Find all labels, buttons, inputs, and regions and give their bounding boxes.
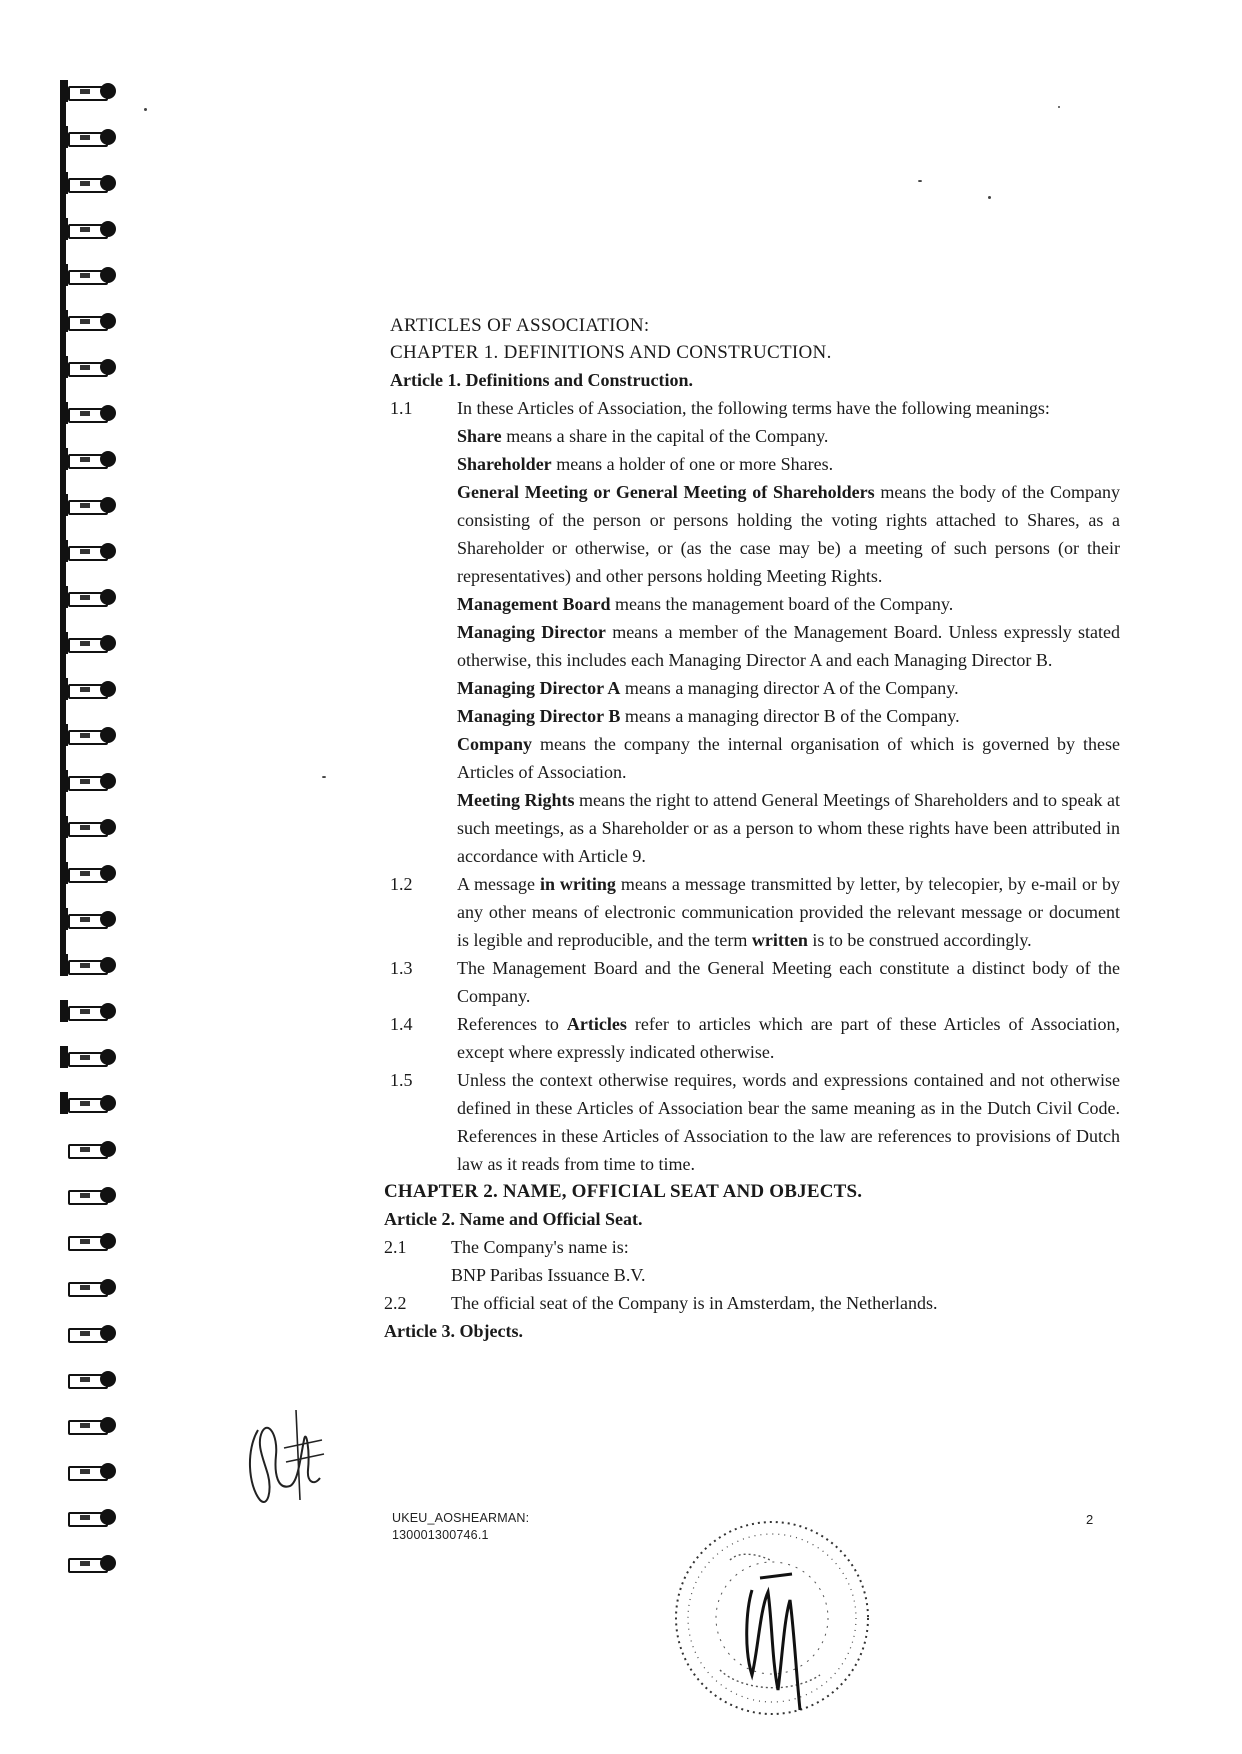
- clause-number: 1.3: [390, 958, 413, 978]
- clause-1-4-text: [457, 1010, 1120, 1066]
- clause-1-5: [390, 1066, 1120, 1178]
- binding-coil: [60, 310, 118, 332]
- binding-coil: [60, 494, 118, 516]
- definition-text: means the management board of the Company.: [610, 594, 954, 614]
- binding-coil: [60, 908, 118, 930]
- reference-line-2: 130001300746.1: [392, 1528, 489, 1542]
- definition-item: [457, 478, 1120, 590]
- scan-speck: [918, 180, 922, 182]
- document-heading: ARTICLES OF ASSOCIATION:: [390, 315, 650, 336]
- clause-number: 1.5: [390, 1070, 413, 1090]
- defined-term: Managing Director B: [457, 706, 621, 726]
- text-run: is to be construed accordingly.: [807, 930, 1032, 950]
- text-run: References to: [457, 1014, 567, 1034]
- clause-1-5-text: Unless the context otherwise requires, words and expressions contained and not otherwise defined in these Articles of Association bear the same meaning as in the Dutch Civil Code. References in these Articles of Association to the law are references to provisions of Dutch law as it reads from time to time.: [457, 1070, 1120, 1174]
- defined-term: Meeting Rights: [457, 790, 575, 810]
- binding-coil: [60, 1414, 118, 1436]
- binding-coil: [60, 448, 118, 470]
- clause-number: 2.1: [384, 1237, 407, 1257]
- defined-term: Managing Director: [457, 622, 606, 642]
- defined-term: in writing: [539, 874, 616, 894]
- scan-speck: [144, 108, 147, 111]
- definition-item: [457, 450, 1120, 478]
- scan-speck: [322, 776, 326, 778]
- defined-term: General Meeting or General Meeting of Shareholders: [457, 482, 875, 502]
- defined-term: Shareholder: [457, 454, 552, 474]
- text-run: means a message transmitted by letter, by telecopier, by e-mail or by any other means of electronic communication provided the relevant message or document is legible and reproducible, and the term: [457, 874, 1120, 950]
- article-2-title: Article 2. Name and Official Seat.: [384, 1209, 643, 1229]
- notary-seal-stamp: [660, 1500, 890, 1740]
- binding-coil: [60, 1184, 118, 1206]
- definition-text: means a managing director A of the Company.: [620, 678, 959, 698]
- scan-speck: [988, 196, 991, 199]
- binding-coil: [60, 80, 118, 102]
- reference-line-1: UKEU_AOSHEARMAN:: [392, 1511, 530, 1525]
- clause-number: 1.2: [390, 874, 413, 894]
- definition-item: [457, 786, 1120, 870]
- definition-text: means a share in the capital of the Company.: [501, 426, 829, 446]
- binding-coil: [60, 1552, 118, 1574]
- clause-1-1-intro: In these Articles of Association, the following terms have the following meanings:: [457, 398, 1050, 418]
- binding-coil: [60, 1230, 118, 1252]
- definition-text: means the company the internal organisation of which is governed by these Articles of Association.: [457, 734, 1120, 782]
- binding-coil: [60, 402, 118, 424]
- definition-text: means a managing director B of the Company.: [620, 706, 960, 726]
- binding-coil: [60, 126, 118, 148]
- clause-2-1-text: The Company's name is:: [451, 1237, 629, 1257]
- spiral-binding: [60, 80, 130, 1610]
- definition-text: means the right to attend General Meetings of Shareholders and to speak at such meetings, as a Shareholder or as a person to whom these rights have been attributed in accordance with Article 9.: [457, 790, 1120, 866]
- clause-1-3: [390, 954, 1120, 1010]
- page-number: 2: [1086, 1512, 1094, 1527]
- binding-coil: [60, 356, 118, 378]
- binding-coil: [60, 1046, 118, 1068]
- binding-coil: [60, 1092, 118, 1114]
- binding-coil: [60, 1322, 118, 1344]
- defined-term: Company: [457, 734, 533, 754]
- definition-item: [457, 618, 1120, 674]
- document-reference: [392, 1510, 529, 1544]
- clause-1-3-text: The Management Board and the General Meeting each constitute a distinct body of the Company.: [457, 958, 1120, 1006]
- chapter-1-title: CHAPTER 1. DEFINITIONS AND CONSTRUCTION.: [390, 342, 832, 363]
- text-run: A message: [457, 874, 540, 894]
- clause-1-1: [390, 394, 1120, 870]
- handwritten-initials: [238, 1390, 328, 1510]
- definition-item: [457, 730, 1120, 786]
- binding-coil: [60, 1460, 118, 1482]
- article-1-title: Article 1. Definitions and Construction.: [390, 370, 693, 390]
- binding-coil: [60, 862, 118, 884]
- definition-text: means the body of the Company consisting of the person or persons holding the voting rights attached to Shares, as a Shareholder or otherwise, or (as the case may be) a meeting of such persons (or their representatives) and other persons holding Meeting Rights.: [457, 482, 1120, 586]
- binding-coil: [60, 586, 118, 608]
- text-run: refer to articles which are part of these Articles of Association, except where expressly indicated otherwise.: [457, 1014, 1120, 1062]
- clause-1-2-text: [457, 870, 1120, 954]
- definition-item: [457, 590, 1120, 618]
- clause-number: 1.1: [390, 398, 413, 418]
- definition-text: means a member of the Management Board. Unless expressly stated otherwise, this includes each Managing Director A and each Managing Director B.: [457, 622, 1121, 670]
- binding-coil: [60, 540, 118, 562]
- binding-coil: [60, 264, 118, 286]
- binding-coil: [60, 1506, 118, 1528]
- company-name: BNP Paribas Issuance B.V.: [451, 1265, 646, 1285]
- binding-coil: [60, 1368, 118, 1390]
- binding-coil: [60, 816, 118, 838]
- binding-coil: [60, 632, 118, 654]
- binding-coil: [60, 1276, 118, 1298]
- binding-coil: [60, 678, 118, 700]
- defined-term: Share: [457, 426, 502, 446]
- definition-item: [457, 702, 1120, 730]
- clause-1-2: [390, 870, 1120, 954]
- defined-term: Articles: [566, 1014, 627, 1034]
- definition-item: [457, 674, 1120, 702]
- defined-term: Managing Director A: [457, 678, 621, 698]
- scan-speck: [1058, 106, 1060, 108]
- clause-1-4: [390, 1010, 1120, 1066]
- clause-2-2-text: The official seat of the Company is in Amsterdam, the Netherlands.: [451, 1293, 938, 1313]
- clause-number: 2.2: [384, 1293, 407, 1313]
- binding-coil: [60, 1138, 118, 1160]
- binding-coil: [60, 218, 118, 240]
- defined-term: Management Board: [457, 594, 611, 614]
- binding-coil: [60, 1000, 118, 1022]
- clause-number: 1.4: [390, 1014, 413, 1034]
- binding-coil: [60, 770, 118, 792]
- defined-term: written: [751, 930, 808, 950]
- clause-2-1: [384, 1233, 1120, 1289]
- binding-coil: [60, 172, 118, 194]
- articles-body: [384, 312, 1121, 1345]
- definitions-list: [457, 422, 1120, 870]
- clause-2-2: [384, 1289, 1120, 1317]
- binding-coil: [60, 954, 118, 976]
- definition-item: [457, 422, 1120, 450]
- binding-coil: [60, 724, 118, 746]
- article-3-title: Article 3. Objects.: [384, 1321, 523, 1341]
- definition-text: means a holder of one or more Shares.: [551, 454, 834, 474]
- chapter-2-title: CHAPTER 2. NAME, OFFICIAL SEAT AND OBJECTS.: [384, 1181, 863, 1202]
